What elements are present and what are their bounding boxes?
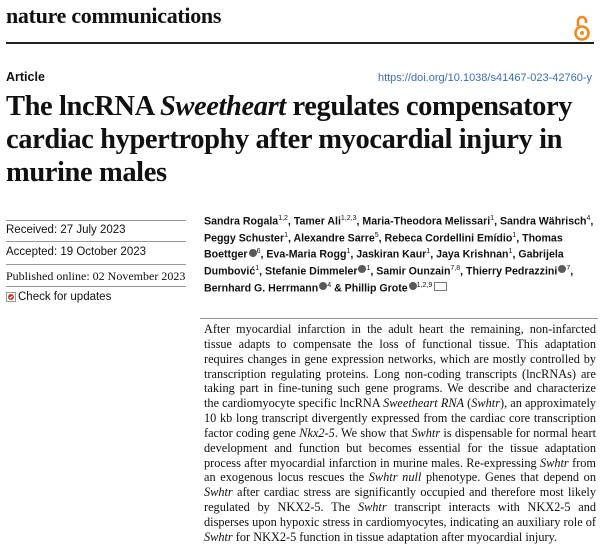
abstract-text: ), an approximately 10 kb long transcript divergently expressed from the cardiac core transcription factor coding gene bbox=[204, 396, 597, 440]
abstract-text: . We show that bbox=[334, 425, 412, 440]
date-divider bbox=[6, 286, 186, 287]
header-rule bbox=[6, 42, 594, 44]
article-type: Article bbox=[6, 70, 45, 84]
author-name[interactable]: Eva-Maria Rogg bbox=[266, 248, 347, 261]
open-access-icon[interactable] bbox=[573, 14, 591, 42]
abstract-italic: Swhtr bbox=[471, 396, 500, 411]
affiliation-superscript: 5 bbox=[374, 231, 379, 239]
affiliation-superscript: 7 bbox=[566, 264, 571, 272]
author-name[interactable]: Tamer Ali bbox=[293, 215, 341, 228]
affiliation-superscript: 7,8 bbox=[450, 264, 461, 272]
author-separator: , bbox=[350, 248, 357, 261]
orcid-icon[interactable] bbox=[249, 249, 257, 257]
author-name[interactable]: Jaskiran Kaur bbox=[356, 248, 427, 261]
email-icon[interactable] bbox=[434, 282, 447, 291]
abstract-text: from an exogenous locus rescues the bbox=[204, 455, 596, 485]
abstract-text: After myocardial infarction in the adult heart the remaining, non-infarcted tissue adapts to compensate the loss of functional tissue. This adaptation requires changes in gene expression networks, which are mostly controlled by transcription regulating proteins. Long non-coding transcripts (lncRNAs) are taking part in fine-tuning such gene programs. We describe and characterize the cardiomyocyte specific lncRNA bbox=[204, 322, 596, 411]
author-name[interactable]: Jaya Krishnan bbox=[436, 248, 509, 261]
author-list bbox=[204, 212, 596, 295]
abstract-italic: Sweetheart RNA bbox=[383, 396, 465, 411]
check-for-updates-link[interactable] bbox=[6, 291, 111, 303]
abstract-italic: Swhtr bbox=[204, 485, 233, 500]
abstract-italic: Swhtr bbox=[540, 455, 569, 470]
author-separator: , bbox=[287, 215, 294, 228]
published-date: Published online: 02 November 2023 bbox=[6, 269, 186, 283]
affiliation-superscript: 1,2,3 bbox=[340, 215, 357, 222]
author-name[interactable]: Rebeca Cordellini Emídio bbox=[384, 232, 513, 245]
abstract-text: transcript interacts with NKX2-5 and disperses upon hypoxic stress in cardiomyocytes, indicating an auxiliary role of bbox=[204, 500, 596, 529]
received-date: Received: 27 July 2023 bbox=[6, 224, 126, 236]
journal-name: nature communications bbox=[6, 3, 222, 28]
author-name[interactable]: Peggy Schuster bbox=[204, 232, 285, 245]
date-divider bbox=[6, 241, 186, 242]
affiliation-superscript: 6 bbox=[256, 248, 261, 256]
author-name[interactable]: Sandra Rogala bbox=[204, 215, 279, 228]
date-divider bbox=[6, 220, 186, 221]
author-separator: , bbox=[260, 248, 267, 261]
author-separator: & bbox=[331, 282, 345, 295]
affiliation-superscript: 1 bbox=[490, 215, 495, 222]
abstract-text: phenotype. Genes that depend on bbox=[421, 470, 596, 485]
author-separator: , bbox=[356, 215, 363, 228]
author-separator: , bbox=[590, 215, 594, 228]
author-name[interactable]: Thomas Boettger bbox=[204, 232, 563, 261]
abstract-italic: Swhtr null bbox=[368, 470, 422, 485]
affiliation-superscript: 1,2,9 bbox=[416, 281, 433, 289]
date-divider bbox=[6, 264, 186, 265]
author-name[interactable]: Sandra Währisch bbox=[499, 215, 587, 228]
abstract-text: ( bbox=[464, 396, 472, 411]
affiliation-superscript: 1 bbox=[366, 264, 371, 272]
author-separator: , bbox=[570, 265, 574, 278]
author-separator: , bbox=[378, 232, 385, 245]
abstract-italic: Nkx2-5 bbox=[299, 425, 335, 440]
affiliation-superscript: 1 bbox=[255, 264, 260, 272]
check-for-updates-label: Check for updates bbox=[18, 291, 112, 303]
author-name[interactable]: Stefanie Dimmeler bbox=[265, 265, 358, 278]
author-name[interactable]: Thierry Pedrazzini bbox=[466, 265, 558, 278]
affiliation-superscript: 4 bbox=[586, 215, 591, 222]
author-separator: , bbox=[460, 265, 467, 278]
author-separator: , bbox=[259, 265, 266, 278]
author-name[interactable]: Maria-Theodora Melissari bbox=[362, 215, 491, 228]
affiliation-superscript: 1 bbox=[426, 248, 431, 256]
author-name[interactable]: Gabrijela Dumbović bbox=[204, 248, 564, 278]
affiliation-superscript: 1 bbox=[346, 248, 351, 256]
doi-link[interactable]: https://doi.org/10.1038/s41467-023-42760-y bbox=[377, 72, 592, 84]
abstract-text: for NKX2-5 function in tissue adaptation after myocardial injury. bbox=[232, 529, 557, 544]
affiliation-superscript: 1 bbox=[508, 248, 513, 256]
abstract-italic: Swhtr bbox=[357, 500, 387, 515]
abstract-rule bbox=[200, 318, 598, 319]
abstract-italic: Swhtr bbox=[204, 529, 233, 544]
author-name[interactable]: Alexandre Sarre bbox=[293, 232, 375, 245]
author-separator: , bbox=[516, 232, 523, 245]
affiliation-superscript: 1 bbox=[512, 231, 517, 239]
author-name[interactable]: Bernhard G. Herrmann bbox=[204, 282, 319, 295]
author-separator: , bbox=[512, 248, 519, 261]
abstract-italic: Swhtr bbox=[411, 425, 441, 440]
abstract-text: is dispensable for normal heart development and function but becomes essential for the tissue adaptation process after myocardial infarction in murine males. Re-expressing bbox=[204, 425, 596, 470]
author-name[interactable]: Phillip Grote bbox=[344, 282, 408, 295]
author-name[interactable]: Samir Ounzain bbox=[376, 265, 451, 278]
accepted-date: Accepted: 19 October 2023 bbox=[6, 246, 147, 258]
article-title: The lncRNA Sweetheart regulates compensatory cardiac hypertrophy after myocardial injury in murine males bbox=[6, 91, 573, 188]
affiliation-superscript: 1 bbox=[284, 231, 288, 239]
orcid-icon[interactable] bbox=[409, 282, 417, 290]
author-separator: , bbox=[370, 265, 377, 278]
check-for-updates-icon bbox=[6, 292, 16, 302]
affiliation-superscript: 4 bbox=[327, 281, 332, 289]
author-separator: , bbox=[287, 232, 294, 245]
affiliation-superscript: 1,2 bbox=[278, 215, 288, 222]
author-separator: , bbox=[430, 248, 437, 261]
abstract-text: after cardiac stress are significantly occupied and therefore most likely regulated by NKX2-5. The bbox=[204, 485, 596, 515]
author-separator: , bbox=[494, 215, 500, 228]
abstract bbox=[204, 322, 596, 545]
